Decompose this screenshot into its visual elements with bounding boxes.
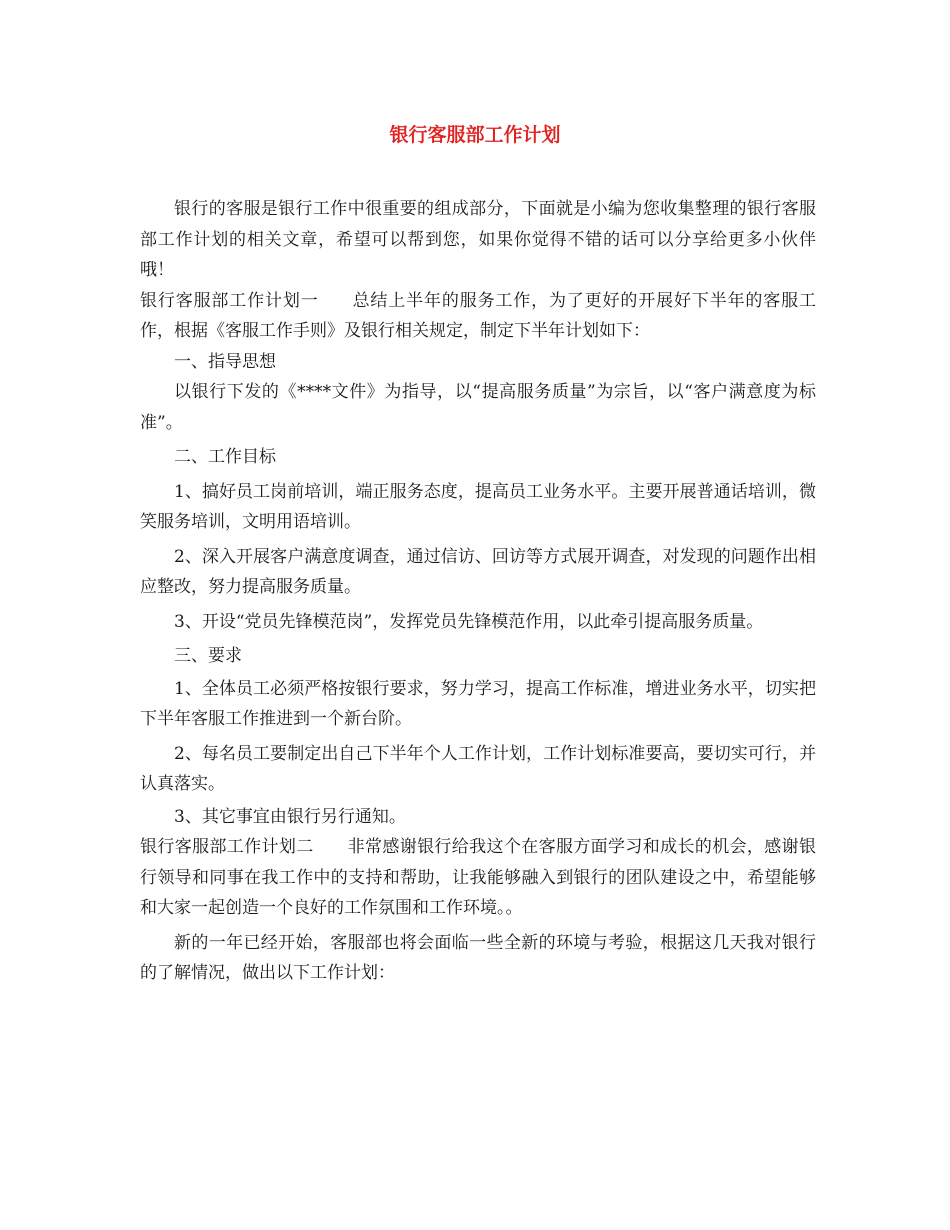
section3-item-2: 2、每名员工要制定出自己下半年个人工作计划，工作计划标准要高，要切实可行，并认真落实。 — [140, 743, 816, 794]
document-body — [140, 194, 816, 989]
document-title: 银行客服部工作计划 — [389, 124, 561, 146]
plan2-label: 银行客服部工作计划二 — [140, 837, 314, 857]
section2-item-1: 1、搞好员工岗前培训，端正服务态度，提高员工业务水平。主要开展普通话培训，微笑服务培训，文明用语培训。 — [140, 481, 816, 532]
section3-item-1: 1、全体员工必须严格按银行要求，努力学习，提高工作标准，增进业务水平，切实把下半年客服工作推进到一个新台阶。 — [140, 678, 816, 729]
section2-item-2: 2、深入开展客户满意度调查，通过信访、回访等方式展开调查，对发现的问题作出相应整改，努力提高服务质量。 — [140, 546, 816, 597]
plan2-paragraph — [140, 832, 816, 924]
section3-item-3: 3、其它事宜由银行另行通知。 — [174, 806, 406, 827]
section1-text: 以银行下发的《****文件》为指导，以“提高服务质量”为宗旨，以“客户满意度为标准”。 — [140, 382, 816, 433]
section2-item-3: 3、开设“党员先锋模范岗”，发挥党员先锋模范作用，以此牵引提高服务质量。 — [174, 611, 764, 632]
section3-heading: 三、要求 — [174, 646, 242, 666]
plan1-label: 银行客服部工作计划一 — [140, 290, 319, 311]
plan2-text: 非常感谢银行给我这个在客服方面学习和成长的机会，感谢银行领导和同事在我工作中的支持和帮助，让我能够融入到银行的团队建设之中，希望能够和大家一起创造一个良好的工作氛围和工作环境。。 — [140, 837, 817, 918]
plan1-text: 总结上半年的服务工作，为了更好的开展好下半年的客服工作，根据《客服工作手则》及银行相关规定，制定下半年计划如下： — [140, 290, 817, 341]
intro-paragraph: 银行的客服是银行工作中很重要的组成部分，下面就是小编为您收集整理的银行客服部工作计划的相关文章，希望可以帮到您，如果你觉得不错的话可以分享给更多小伙伴哦！ — [140, 199, 816, 280]
closing-paragraph: 新的一年已经开始，客服部也将会面临一些全新的环境与考验，根据这几天我对银行的了解情况，做出以下工作计划： — [140, 932, 816, 983]
plan1-paragraph — [140, 286, 816, 347]
section1-heading: 一、指导思想 — [174, 351, 276, 372]
section2-heading: 二、工作目标 — [174, 447, 276, 467]
